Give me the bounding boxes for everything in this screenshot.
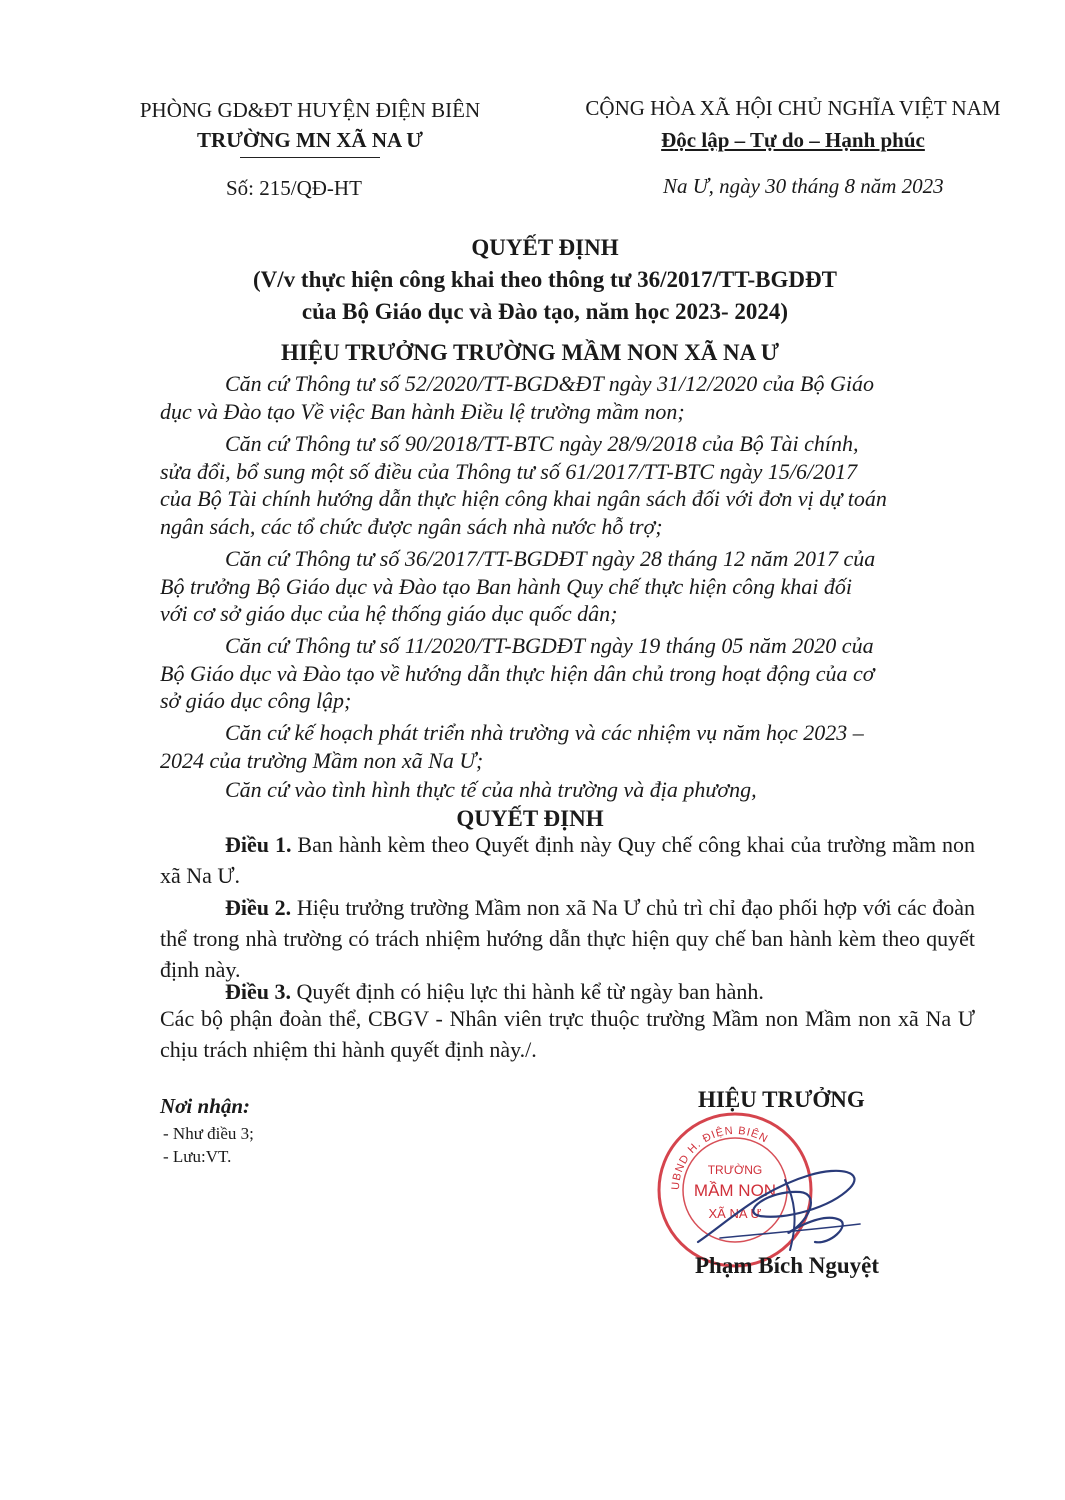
article-label: Điều 3. — [225, 979, 291, 1004]
article-2 — [160, 892, 975, 985]
seal-line-2: MẦM NON — [693, 1181, 777, 1200]
authority-heading: HIỆU TRƯỞNG TRƯỜNG MẦM NON XÃ NA Ư — [280, 340, 780, 365]
basis-line: sở giáo dục công lập; — [160, 688, 352, 713]
document-title — [120, 232, 970, 328]
basis-line: Căn cứ Thông tư số 11/2020/TT-BGDĐT ngày 19 tháng 05 năm 2020 của — [225, 633, 874, 658]
basis-line: Bộ trưởng Bộ Giáo dục và Đào tạo Ban hành Quy chế thực hiện công khai đối — [160, 573, 852, 599]
article-label: Điều 1. — [225, 832, 292, 857]
national-header — [548, 92, 1038, 156]
recipient-item: - Lưu:VT. — [163, 1147, 232, 1166]
basis-line: Bộ Giáo dục và Đào tạo về hướng dẫn thực hiện dân chủ trong hoạt động của cơ — [160, 660, 875, 686]
basis-paragraph — [160, 430, 980, 540]
basis-line: 2024 của trường Mầm non xã Na Ư; — [160, 747, 484, 773]
basis-line: với cơ sở giáo dục của hệ thống giáo dục quốc dân; — [160, 601, 618, 626]
document-number: Số: 215/QĐ-HT — [226, 176, 362, 200]
issuing-agency — [105, 95, 515, 155]
basis-line: Căn cứ Thông tư số 90/2018/TT-BTC ngày 28/9/2018 của Bộ Tài chính, — [225, 431, 859, 456]
basis-line: sửa đổi, bổ sung một số điều của Thông tư số 61/2017/TT-BTC ngày 15/6/2017 — [160, 458, 858, 484]
basis-line: Căn cứ Thông tư số 36/2017/TT-BGDĐT ngày 28 tháng 12 năm 2017 của — [225, 546, 876, 571]
basis-line: Căn cứ kế hoạch phát triển nhà trường và các nhiệm vụ năm học 2023 – — [225, 720, 864, 745]
agency-name: TRƯỜNG MN XÃ NA Ư — [197, 128, 423, 152]
article-text: Quyết định có hiệu lực thi hành kể từ ngày ban hành. — [291, 979, 764, 1004]
decision-heading: QUYẾT ĐỊNH — [456, 806, 604, 831]
basis-line: Căn cứ Thông tư số 52/2020/TT-BGD&ĐT ngày 31/12/2020 của Bộ Giáo — [225, 371, 874, 396]
article-1 — [160, 829, 975, 891]
basis-paragraph — [160, 370, 980, 425]
signer-name: Phạm Bích Nguyệt — [695, 1253, 879, 1278]
basis-paragraph — [160, 719, 980, 774]
basis-line: của Bộ Tài chính hướng dẫn thực hiện công khai ngân sách đối với đơn vị dự toán — [160, 486, 887, 511]
recipient-item: - Như điều 3; — [163, 1124, 254, 1143]
national-motto: Độc lập – Tự do – Hạnh phúc — [661, 128, 925, 152]
basis-paragraph — [160, 545, 980, 628]
title-line-3: của Bộ Giáo dục và Đào tạo, năm học 2023- 2024) — [301, 299, 789, 324]
basis-paragraph — [160, 632, 980, 715]
article-text: Ban hành kèm theo Quyết định này Quy chế công khai của trường mầm non xã Na Ư. — [160, 832, 976, 888]
closing-paragraph: Các bộ phận đoàn thể, CBGV - Nhân viên trực thuộc trường Mầm non Mầm non xã Na Ư chịu trách nhiệm thi hành quyết định này./. — [160, 1006, 975, 1062]
country-name: CỘNG HÒA XÃ HỘI CHỦ NGHĨA VIỆT NAM — [585, 96, 1001, 120]
basis-line: Căn cứ vào tình hình thực tế của nhà trường và địa phương, — [225, 777, 757, 802]
recipients-label: Nơi nhận: — [160, 1094, 251, 1118]
agency-underline — [240, 157, 380, 158]
basis-line: dục và Đào tạo Về việc Ban hành Điều lệ trường mầm non; — [160, 398, 685, 424]
seal-line-3: XÃ NA Ư — [708, 1206, 762, 1221]
seal-ring-text: UBND H. ĐIỆN BIÊN — [669, 1124, 771, 1191]
agency-parent: PHÒNG GD&ĐT HUYỆN ĐIỆN BIÊN — [139, 98, 481, 122]
basis-line: ngân sách, các tổ chức được ngân sách nhà nước hỗ trợ; — [160, 513, 663, 539]
title-line-1: QUYẾT ĐỊNH — [471, 235, 619, 260]
title-line-2: (V/v thực hiện công khai theo thông tư 36/2017/TT-BGDĐT — [253, 267, 837, 292]
place-date: Na Ư, ngày 30 tháng 8 năm 2023 — [663, 174, 944, 198]
signer-title: HIỆU TRƯỞNG — [698, 1087, 865, 1112]
article-text: Hiệu trưởng trường Mầm non xã Na Ư chủ trì chỉ đạo phối hợp với các đoàn thể trong nhà trường có trách nhiệm hướng dẫn thực hiện quy chế ban hành kèm theo quyết định này. — [160, 895, 975, 982]
handwritten-signature — [690, 1150, 880, 1260]
seal-line-1: TRƯỜNG — [707, 1163, 763, 1177]
basis-paragraph — [160, 776, 980, 804]
article-label: Điều 2. — [225, 895, 292, 920]
